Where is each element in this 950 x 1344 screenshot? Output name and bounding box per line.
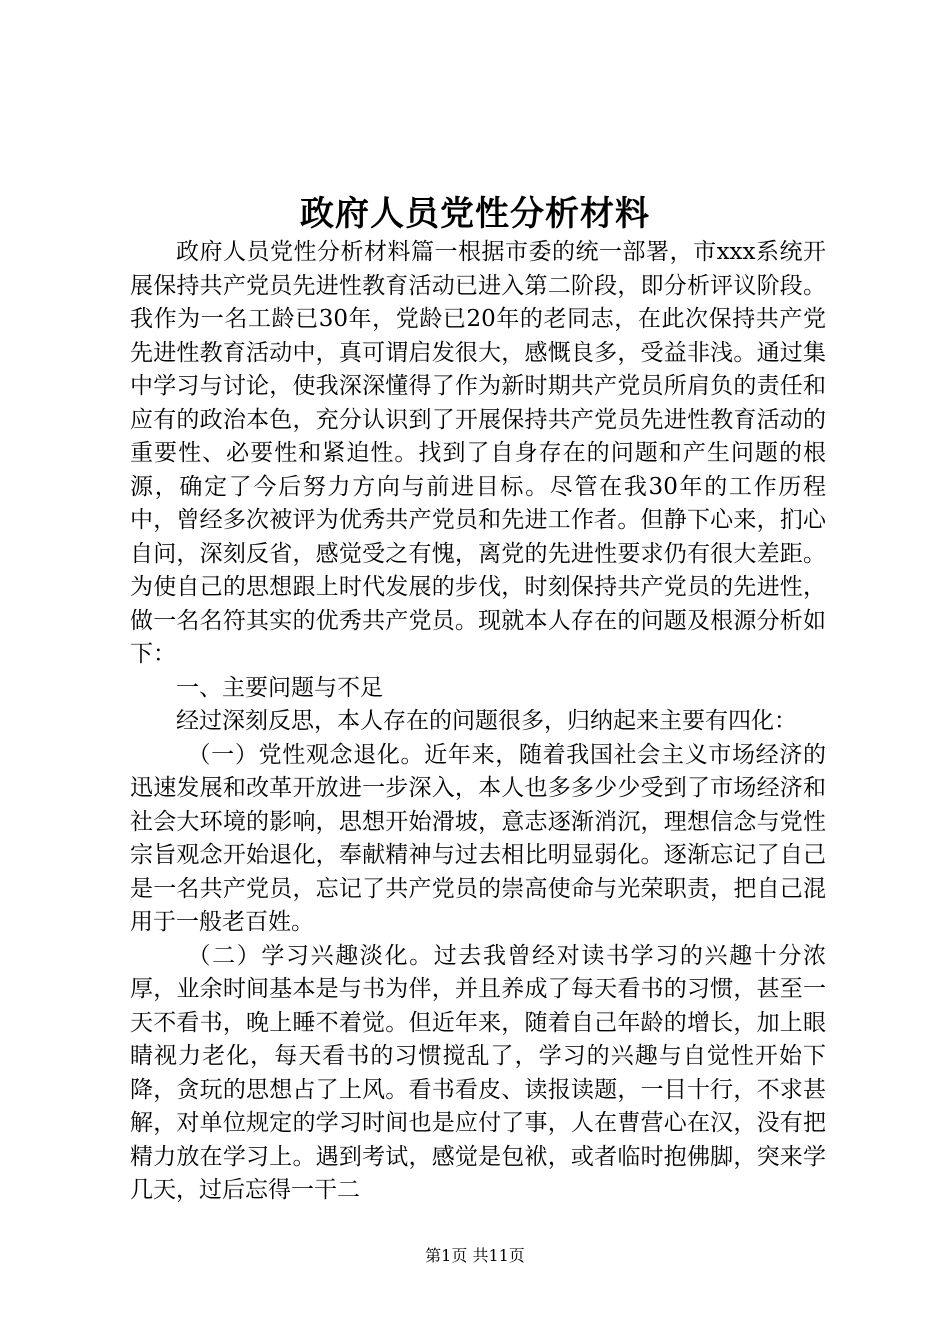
- page-footer: 第1页 共11页: [425, 1246, 525, 1265]
- section-heading: 一、主要问题与不足: [176, 674, 383, 701]
- document-body: [130, 236, 826, 1208]
- paragraph-item-2: （二）学习兴趣淡化。过去我曾经对读书学习的兴趣十分浓厚，业余时间基本是与书为伴，并且养成了每天看书的习惯，甚至一天不看书，晚上睡不着觉。但近年来，随着自己年龄的增长，加上眼睛视力老化，每天看书的习惯搅乱了，学习的兴趣与自觉性开始下降，贪玩的思想占了上风。看书看皮、读报读题，一目十行，不求甚解，对单位规定的学习时间也是应付了事，人在曹营心在汉，没有把精力放在学习上。遇到考试，感觉是包袱，或者临时抱佛脚，突来学几天，过后忘得一干二: [130, 942, 826, 1203]
- document-title: 政府人员党性分析材料: [300, 194, 650, 234]
- paragraph-intro: 政府人员党性分析材料篇一根据市委的统一部署，市xxx系统开展保持共产党员先进性教育活动已进入第二阶段，即分析评议阶段。我作为一名工龄已30年，党龄已20年的老同志，在此次保持共产党先进性教育活动中，真可谓启发很大，感慨良多，受益非浅。通过集中学习与讨论，使我深深懂得了作为新时期共产党员所肩负的责任和应有的政治本色，充分认识到了开展保持共产党员先进性教育活动的重要性、必要性和紧迫性。找到了自身存在的问题和产生问题的根源，确定了今后努力方向与前进目标。尽管在我30年的工作历程中，曾经多次被评为优秀共产党员和先进工作者。但静下心来，扪心自问，深刻反省，感觉受之有愧，离党的先进性要求仍有很大差距。为使自己的思想跟上时代发展的步伐，时刻保持共产党员的先进性，做一名名符其实的优秀共产党员。现就本人存在的问题及根源分析如下：: [130, 239, 826, 667]
- paragraph-summary: 经过深刻反思，本人存在的问题很多，归纳起来主要有四化：: [176, 708, 797, 734]
- paragraph-item-1: （一）党性观念退化。近年来，随着我国社会主义市场经济的迅速发展和改革开放进一步深入，本人也多多少少受到了市场经济和社会大环境的影响，思想开始滑坡，意志逐渐消沉，理想信念与党性宗旨观念开始退化，奉献精神与过去相比明显弱化。逐渐忘记了自己是一名共产党员，忘记了共产党员的崇高使命与光荣职责，把自己混用于一般老百姓。: [130, 741, 826, 935]
